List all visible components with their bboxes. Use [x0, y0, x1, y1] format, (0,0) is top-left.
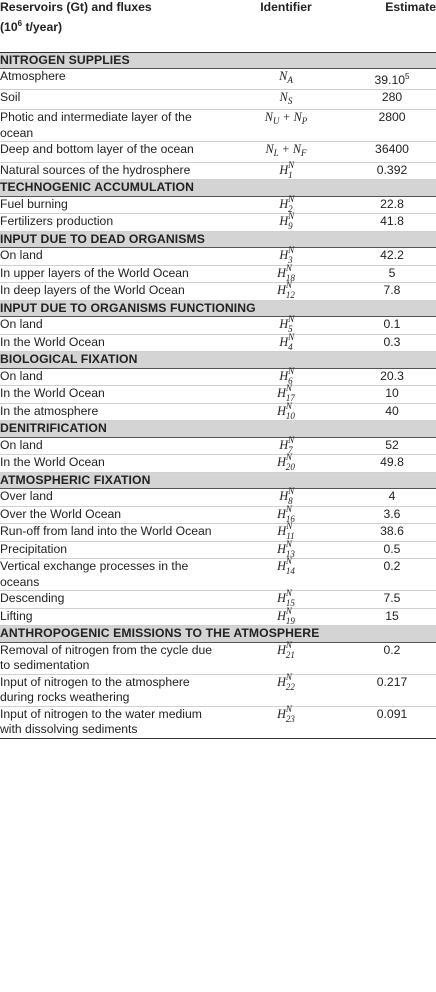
section-header-row [0, 352, 436, 369]
row-identifier: H N $_2$ [224, 196, 348, 214]
row-estimate: 10 [348, 386, 436, 404]
row-name: In the World Ocean [0, 455, 224, 473]
row-estimate: 41.8 [348, 214, 436, 232]
row-identifier: H N $_{18}$ [224, 265, 348, 283]
row-estimate: 0.392 [348, 162, 436, 180]
row-identifier: H N $_1$ [224, 162, 348, 180]
section-header-row [0, 52, 436, 69]
section-header-row [0, 300, 436, 317]
section-header-row [0, 231, 436, 248]
header-unit-exp: 6 [17, 18, 23, 28]
row-name: Input of nitrogen to the water medium with dissolving sediments [0, 706, 224, 738]
section-title: BIOLOGICAL FIXATION [0, 352, 436, 369]
row-name: Photic and intermediate layer of the ocean [0, 110, 224, 142]
row-identifier: H N $_{17}$ [224, 386, 348, 404]
row-identifier: $N_U + N_P$ [224, 110, 348, 142]
section-header-row [0, 472, 436, 489]
row-identifier: H N $_{13}$ [224, 541, 348, 559]
table-row [0, 110, 436, 142]
table-row [0, 437, 436, 455]
row-identifier: $N_L + N_F$ [224, 142, 348, 163]
row-identifier: H N $_{11}$ [224, 524, 348, 542]
row-estimate: 38.6 [348, 524, 436, 542]
row-identifier: H N $_{21}$ [224, 642, 348, 674]
section-title: INPUT DUE TO ORGANISMS FUNCTIONING [0, 300, 436, 317]
row-estimate: 39.10$^5$ [348, 69, 436, 90]
row-identifier: H N $_{23}$ [224, 706, 348, 738]
row-estimate: 0.091 [348, 706, 436, 738]
row-identifier: H N $_{12}$ [224, 283, 348, 301]
row-name: In the World Ocean [0, 334, 224, 352]
table-row [0, 265, 436, 283]
table-row [0, 403, 436, 421]
header-estimate: Estimate [348, 0, 436, 52]
table-row [0, 69, 436, 90]
table-row [0, 368, 436, 386]
table-row [0, 608, 436, 626]
row-name: Lifting [0, 608, 224, 626]
row-name: Run-off from land into the World Ocean [0, 524, 224, 542]
table-row [0, 317, 436, 335]
row-name: In the atmosphere [0, 403, 224, 421]
row-name: In the World Ocean [0, 386, 224, 404]
row-estimate: 5 [348, 265, 436, 283]
row-identifier: H N $_{10}$ [224, 403, 348, 421]
row-name: On land [0, 437, 224, 455]
table-row [0, 214, 436, 232]
row-name: Input of nitrogen to the atmosphere during rocks weathering [0, 674, 224, 706]
row-name: Fertilizers production [0, 214, 224, 232]
row-name: Fuel burning [0, 196, 224, 214]
row-name: Descending [0, 591, 224, 609]
row-estimate: 0.5 [348, 541, 436, 559]
row-estimate: 0.2 [348, 559, 436, 591]
row-name: Deep and bottom layer of the ocean [0, 142, 224, 163]
section-header-row [0, 626, 436, 643]
row-estimate: 280 [348, 89, 436, 110]
header-reservoirs-text: Reservoirs (Gt) and fluxes [0, 0, 152, 14]
row-identifier: H N $_{19}$ [224, 608, 348, 626]
row-estimate: 0.2 [348, 642, 436, 674]
row-name: On land [0, 248, 224, 266]
header-unit-base: (10 [0, 19, 18, 34]
section-title: INPUT DUE TO DEAD ORGANISMS [0, 231, 436, 248]
row-identifier: H N $_{22}$ [224, 674, 348, 706]
row-identifier: H N $_{14}$ [224, 559, 348, 591]
table-row [0, 506, 436, 524]
row-name: Vertical exchange processes in the oceans [0, 559, 224, 591]
row-identifier: H N $_4$ [224, 334, 348, 352]
row-estimate: 49.8 [348, 455, 436, 473]
row-estimate: 3.6 [348, 506, 436, 524]
row-estimate: 0.217 [348, 674, 436, 706]
table-row [0, 196, 436, 214]
table-header-row [0, 0, 436, 52]
row-name: Removal of nitrogen from the cycle due to sedimentation [0, 642, 224, 674]
section-header-row [0, 180, 436, 197]
table-row [0, 142, 436, 163]
section-title: DENITRIFICATION [0, 421, 436, 438]
header-unit-rest: t/year) [22, 19, 63, 34]
table-row [0, 706, 436, 738]
row-estimate: 7.5 [348, 591, 436, 609]
row-estimate: 7.8 [348, 283, 436, 301]
row-name: Natural sources of the hydrosphere [0, 162, 224, 180]
row-identifier: H N $_5$ [224, 317, 348, 335]
row-estimate: 0.3 [348, 334, 436, 352]
row-name: On land [0, 317, 224, 335]
row-identifier: H N $_8$ [224, 489, 348, 507]
row-name: Over land [0, 489, 224, 507]
row-identifier: H N $_7$ [224, 437, 348, 455]
section-title: ATMOSPHERIC FIXATION [0, 472, 436, 489]
table-row [0, 674, 436, 706]
row-estimate: 40 [348, 403, 436, 421]
row-estimate: 15 [348, 608, 436, 626]
row-name: In deep layers of the World Ocean [0, 283, 224, 301]
table-row [0, 455, 436, 473]
table-row [0, 524, 436, 542]
row-estimate: 2800 [348, 110, 436, 142]
table-row [0, 541, 436, 559]
table-row [0, 489, 436, 507]
table-row [0, 248, 436, 266]
row-estimate: 22.8 [348, 196, 436, 214]
row-identifier: $N_A$ [224, 69, 348, 90]
table-row [0, 334, 436, 352]
row-identifier: H N $_6$ [224, 368, 348, 386]
section-title: NITROGEN SUPPLIES [0, 52, 436, 69]
row-name: Atmosphere [0, 69, 224, 90]
row-estimate: 0.1 [348, 317, 436, 335]
header-identifier: Identifier [224, 0, 348, 52]
row-name: Precipitation [0, 541, 224, 559]
row-estimate: 36400 [348, 142, 436, 163]
section-title: ANTHROPOGENIC EMISSIONS TO THE ATMOSPHERE [0, 626, 436, 643]
table-row [0, 559, 436, 591]
row-identifier: $N_S$ [224, 89, 348, 110]
row-estimate: 20.3 [348, 368, 436, 386]
row-identifier: H N $_9$ [224, 214, 348, 232]
row-identifier: H N $_{15}$ [224, 591, 348, 609]
table-body [0, 52, 436, 738]
table-row [0, 283, 436, 301]
table-row [0, 162, 436, 180]
row-estimate: 52 [348, 437, 436, 455]
row-identifier: H N $_{16}$ [224, 506, 348, 524]
table-row [0, 89, 436, 110]
table-row [0, 386, 436, 404]
section-title: TECHNOGENIC ACCUMULATION [0, 180, 436, 197]
row-estimate: 42.2 [348, 248, 436, 266]
row-name: Over the World Ocean [0, 506, 224, 524]
row-identifier: H N $_{20}$ [224, 455, 348, 473]
section-header-row [0, 421, 436, 438]
row-name: Soil [0, 89, 224, 110]
row-name: On land [0, 368, 224, 386]
row-name: In upper layers of the World Ocean [0, 265, 224, 283]
table-row [0, 642, 436, 674]
header-reservoirs [0, 0, 224, 52]
row-estimate: 4 [348, 489, 436, 507]
row-identifier: H N $_3$ [224, 248, 348, 266]
table-row [0, 591, 436, 609]
